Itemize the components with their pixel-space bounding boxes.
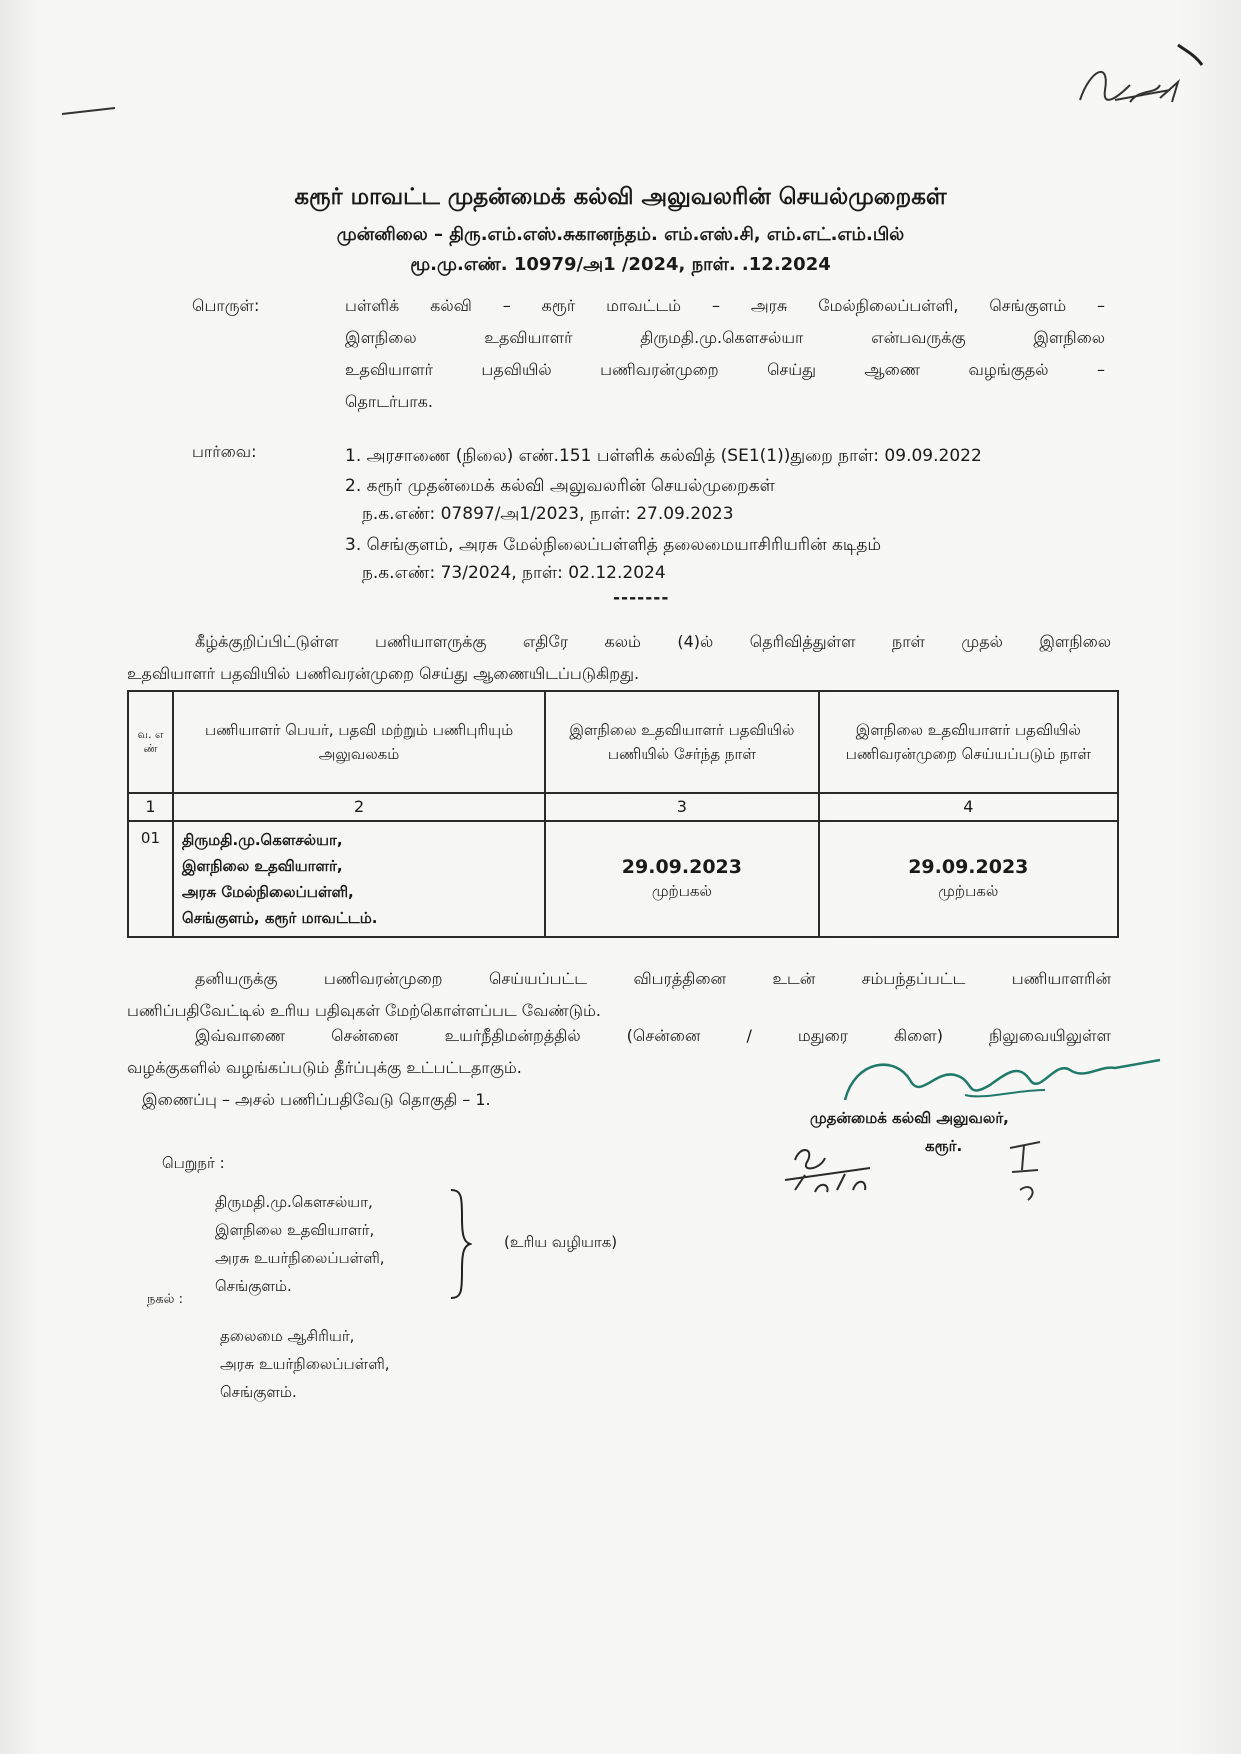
- separator: -------: [613, 588, 670, 608]
- top-corner-initials: [1060, 40, 1210, 130]
- subject-line: தொடர்பாக.: [345, 392, 433, 411]
- recipient-label: பெறுநர் :: [162, 1154, 225, 1172]
- reference-line: 2. கரூர் முதன்மைக் கல்வி அலுவலரின் செயல்முறைகள்: [345, 476, 775, 496]
- regularisation-session: முற்பகல்: [938, 882, 999, 900]
- column-header-regularisation-date: இளநிலை உதவியாளர் பதவியில் பணிவரன்முறை செய்யப்படும் நாள்: [819, 691, 1118, 793]
- paragraph-line: தனியருக்கு பணிவரன்முறை செய்யப்பட்ட விபரத்தினை உடன் சம்பந்தப்பட்ட பணியாளரின்: [195, 969, 1111, 988]
- subject-line: இளநிலை உதவியாளர் திருமதி.மு.கௌசல்யா என்பவருக்கு இளநிலை: [345, 328, 1105, 347]
- column-number: 2: [173, 793, 545, 821]
- margin-initials: [1000, 1130, 1060, 1210]
- signatory-place: கரூர்.: [925, 1137, 963, 1155]
- subject-block: [345, 290, 1105, 418]
- copy-line: தலைமை ஆசிரியர்,: [220, 1327, 355, 1345]
- subject-line: உதவியாளர் பதவியில் பணிவரன்முறை செய்து ஆணை வழங்குதல் –: [345, 360, 1105, 379]
- recipient-address: [215, 1188, 385, 1300]
- copy-line: அரசு உயர்நிலைப்பள்ளி,: [220, 1355, 390, 1373]
- intro-line: உதவியாளர் பதவியில் பணிவரன்முறை செய்து ஆணையிடப்படுகிறது.: [127, 664, 640, 683]
- intro-line: கீழ்க்குறிப்பிட்டுள்ள பணியாளருக்கு எதிரே கலம் (4)ல் தெரிவித்துள்ள நாள் முதல் இளநிலை: [195, 632, 1111, 651]
- recipient-line: இளநிலை உதவியாளர்,: [215, 1221, 375, 1239]
- handwritten-date-initials: [775, 1140, 885, 1200]
- copy-address: [220, 1322, 390, 1406]
- signatory-designation: முதன்மைக் கல்வி அலுவலர்,: [810, 1109, 1009, 1127]
- row-employee-details: [173, 821, 545, 937]
- employee-detail-line: செங்குளம், கரூர் மாவட்டம்.: [181, 909, 378, 927]
- column-header-sno: வ. எ ண்: [128, 691, 173, 793]
- reference-number: மூ.மு.எண். 10979/அ1 /2024, நாள். .12.2024: [410, 254, 831, 275]
- page-title: கரூர் மாவட்ட முதன்மைக் கல்வி அலுவலரின் செயல்முறைகள்: [294, 184, 947, 210]
- intro-paragraph: [127, 626, 1111, 690]
- subject-line: பள்ளிக் கல்வி – கரூர் மாவட்டம் – அரசு மேல்நிலைப்பள்ளி, செங்குளம் –: [345, 296, 1105, 315]
- subject-label: பொருள்:: [192, 296, 260, 315]
- employee-detail-line: அரசு மேல்நிலைப்பள்ளி,: [181, 883, 354, 901]
- row-joining-date: [545, 821, 818, 937]
- enclosure-note: இணைப்பு – அசல் பணிப்பதிவேடு தொகுதி – 1.: [142, 1090, 491, 1109]
- column-number: 3: [545, 793, 818, 821]
- presence-line: முன்னிலை – திரு.எம்.எஸ்.சுகானந்தம். எம்.எஸ்.சி, எம்.எட்.எம்.பில்: [336, 224, 905, 245]
- paragraph-line: பணிப்பதிவேட்டில் உரிய பதிவுகள் மேற்கொள்ளப்பட வேண்டும்.: [127, 1001, 602, 1020]
- column-number: 4: [819, 793, 1118, 821]
- recipient-line: செங்குளம்.: [215, 1277, 292, 1295]
- employee-detail-line: திருமதி.மு.கௌசல்யா,: [181, 831, 343, 849]
- recipient-via: (உரிய வழியாக): [504, 1233, 618, 1251]
- paragraph-record-entry: [127, 963, 1111, 1027]
- references-label: பார்வை:: [192, 442, 257, 461]
- pen-mark: [60, 100, 120, 120]
- paragraph-line: வழக்குகளில் வழங்கப்படும் தீர்ப்புக்கு உட்பட்டதாகும்.: [127, 1058, 522, 1077]
- regularisation-date: 29.09.2023: [908, 856, 1029, 878]
- joining-session: முற்பகல்: [651, 882, 712, 900]
- row-regularisation-date: [819, 821, 1118, 937]
- recipient-line: திருமதி.மு.கௌசல்யா,: [215, 1193, 373, 1211]
- copy-label: நகல் :: [147, 1292, 183, 1307]
- column-number-row: [128, 793, 1118, 821]
- reference-line: 1. அரசாணை (நிலை) எண்.151 பள்ளிக் கல்வித் (SE1(1))துறை நாள்: 09.09.2022: [345, 446, 982, 466]
- joining-date: 29.09.2023: [621, 856, 742, 878]
- regularisation-table: [127, 690, 1119, 938]
- reference-line: ந.க.எண்: 73/2024, நாள்: 02.12.2024: [362, 563, 666, 583]
- column-header-employee: பணியாளர் பெயர், பதவி மற்றும் பணிபுரியும் அலுவலகம்: [173, 691, 545, 793]
- column-header-joining-date: இளநிலை உதவியாளர் பதவியில் பணியில் சேர்ந்த நாள்: [545, 691, 818, 793]
- copy-line: செங்குளம்.: [220, 1383, 297, 1401]
- address-brace-icon: [448, 1188, 472, 1300]
- column-number: 1: [128, 793, 173, 821]
- table-row: [128, 821, 1118, 937]
- paragraph-line: இவ்வாணை சென்னை உயர்நீதிமன்றத்தில் (சென்னை / மதுரை கிளை) நிலுவையிலுள்ள: [195, 1026, 1111, 1045]
- row-sno: 01: [128, 821, 173, 937]
- table-header-row: [128, 691, 1118, 793]
- reference-line: 3. செங்குளம், அரசு மேல்நிலைப்பள்ளித் தலைமையாசிரியரின் கடிதம்: [345, 535, 882, 555]
- reference-line: ந.க.எண்: 07897/அ1/2023, நாள்: 27.09.2023: [362, 504, 734, 524]
- recipient-line: அரசு உயர்நிலைப்பள்ளி,: [215, 1249, 385, 1267]
- employee-detail-line: இளநிலை உதவியாளர்,: [181, 857, 343, 875]
